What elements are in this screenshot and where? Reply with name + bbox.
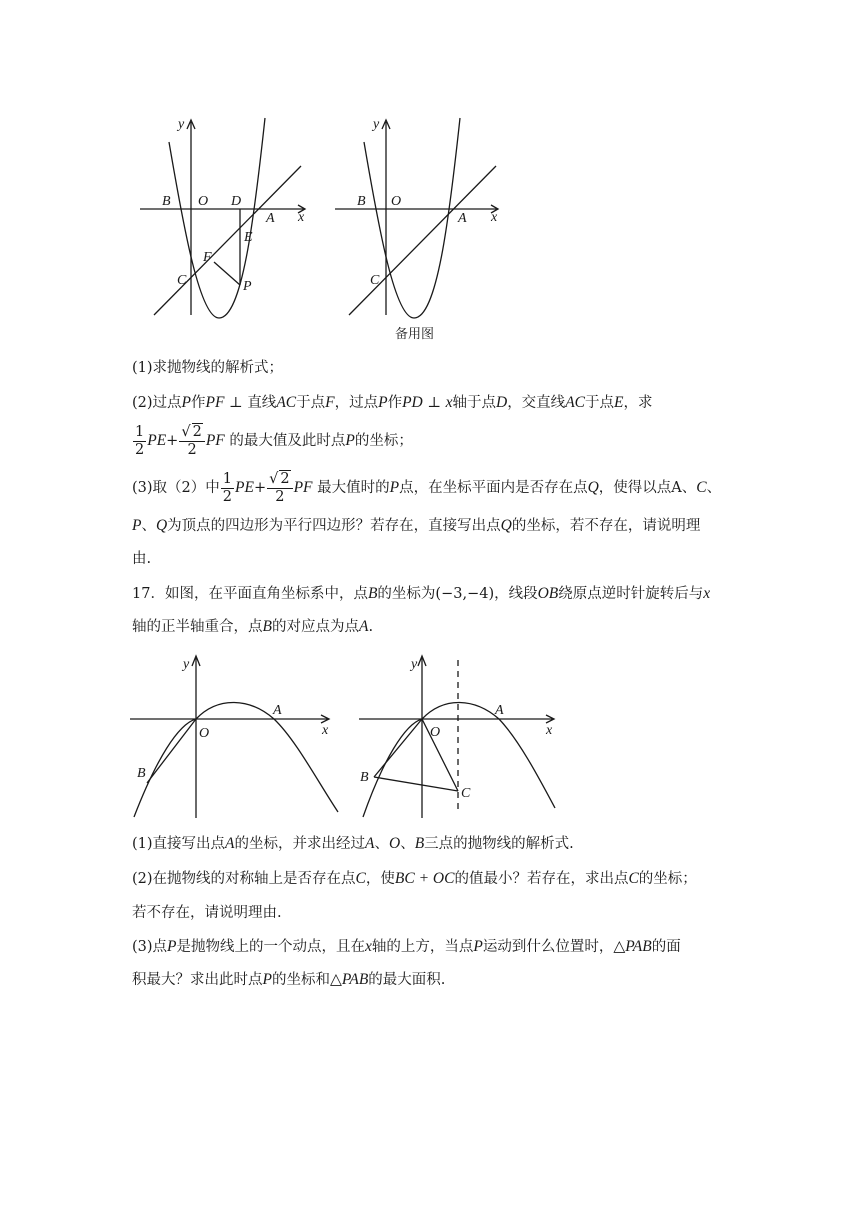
label-y: y xyxy=(183,657,190,672)
fraction-half: $\frac{1}{2}$ xyxy=(135,423,145,458)
label-a: A xyxy=(273,703,282,718)
figure-1 xyxy=(130,110,320,325)
label-a: A xyxy=(458,211,467,226)
label-b: B xyxy=(162,194,171,209)
segment-ob xyxy=(374,719,422,777)
q17-part1: (1)直接写出点A的坐标，并求出经过A、O、B三点的抛物线的解析式. xyxy=(132,835,574,852)
q16-part3: (3)取（2）中 $\frac{1}{2}$ PE+ $\frac{√ 2}{2}$ PF 最大值时的P点，在坐标平面内是否存在点Q，使得以点A、C、 xyxy=(132,470,722,505)
label-b: B xyxy=(137,766,146,781)
label-b: B xyxy=(357,194,366,209)
label-b: B xyxy=(360,770,369,785)
label-p: P xyxy=(243,279,252,294)
fraction-sqrt2-over-2: $\frac{√ 2}{2}$ xyxy=(267,470,292,506)
label-y: y xyxy=(178,117,185,132)
label-e: E xyxy=(244,230,253,245)
label-o: O xyxy=(198,194,209,209)
segment-bc xyxy=(374,777,458,791)
figure-caption: 备用图 xyxy=(395,327,435,342)
q17-intro-cont: 轴的正半轴重合，点B的对应点为点A. xyxy=(132,618,374,635)
figure-4 xyxy=(355,652,570,824)
fraction-sqrt2-over-2: $\frac{√ 2}{2}$ xyxy=(179,423,204,459)
figure-3 xyxy=(126,652,346,824)
q17-part3: (3)点P是抛物线上的一个动点，且在x轴的上方，当点P运动到什么位置时，△PAB的面 xyxy=(132,938,681,955)
q16-part2-expression: $\frac{1}{2}$ PE+ $\frac{√ 2}{2}$ PF 的最大值及此时点P的坐标； xyxy=(135,423,413,458)
q16-part1: (1)求抛物线的解析式； xyxy=(132,360,284,376)
label-o: O xyxy=(391,194,402,209)
label-d: D xyxy=(231,194,242,209)
q16-part2: (2)过点P作PF ⊥ 直线AC于点F，过点P作PD ⊥ x轴于点D，交直线AC于点E，求 xyxy=(132,394,653,411)
label-a: A xyxy=(266,211,275,226)
label-y: y xyxy=(373,117,380,132)
label-f: F xyxy=(203,250,212,265)
q17-part2: (2)在抛物线的对称轴上是否存在点C，使BC + OC的值最小？若存在，求出点C的坐标； xyxy=(132,870,697,887)
q17-intro: 17．如图，在平面直角坐标系中，点B的坐标为(−3,−4)，线段OB绕原点逆时针旋转后与x xyxy=(132,585,711,602)
label-x: x xyxy=(546,723,553,738)
label-x: x xyxy=(491,210,498,225)
label-x: x xyxy=(298,210,305,225)
label-x: x xyxy=(322,723,329,738)
figure-2 xyxy=(325,110,515,345)
q17-part3-cont: 积最大？求出此时点P的坐标和△PAB的最大面积. xyxy=(132,971,446,988)
segment-pf xyxy=(214,262,240,285)
q16-part3-end: 由. xyxy=(132,551,152,567)
q17-part2-cont: 若不存在，请说明理由. xyxy=(132,905,282,921)
label-o: O xyxy=(430,725,441,740)
parabola xyxy=(363,702,555,817)
label-c: C xyxy=(461,786,471,801)
segment-ob xyxy=(147,719,196,783)
label-a: A xyxy=(495,703,504,718)
line-ac xyxy=(154,166,301,315)
label-c: C xyxy=(370,273,380,288)
label-o: O xyxy=(199,726,210,741)
label-y: y xyxy=(411,657,418,672)
q16-part3-cont: P、Q为顶点的四边形为平行四边形？若存在，直接写出点Q的坐标，若不存在，请说明理 xyxy=(132,517,701,534)
line-ac xyxy=(349,166,496,315)
label-c: C xyxy=(177,273,187,288)
fraction-half: $\frac{1}{2}$ xyxy=(222,470,232,505)
